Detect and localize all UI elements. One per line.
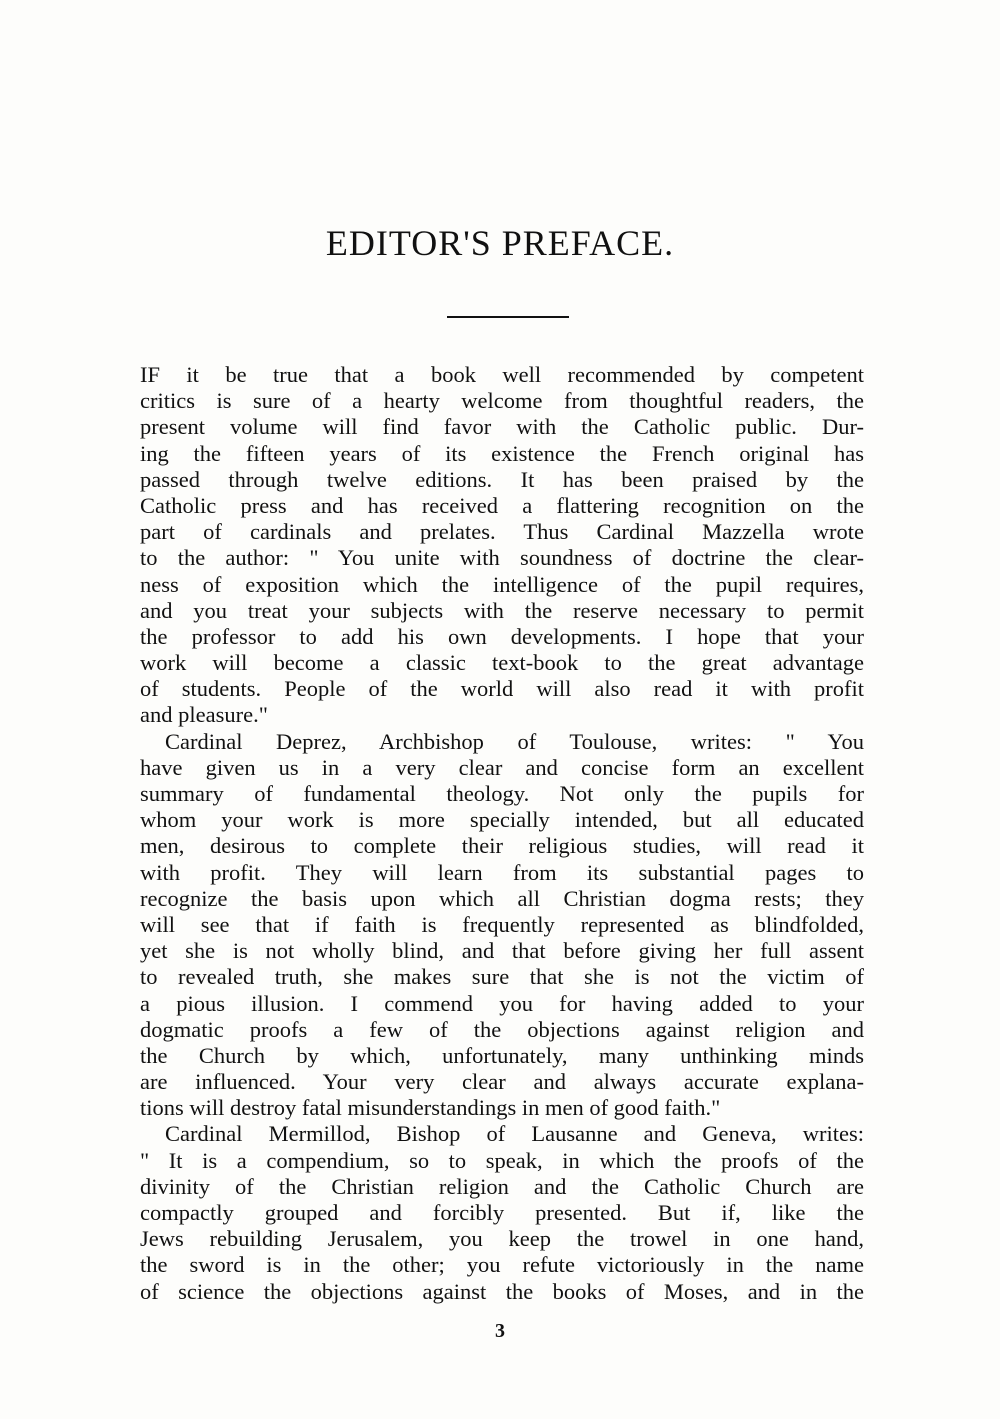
text-line: to revealed truth, she makes sure that she is not the victim of	[140, 964, 864, 990]
text-line: critics is sure of a hearty welcome from thoughtful readers, the	[140, 388, 864, 414]
text-line: to the author: " You unite with soundness of doctrine the clear-	[140, 545, 864, 571]
page-title: EDITOR'S PREFACE.	[325, 223, 675, 263]
text-line: summary of fundamental theology. Not only the pupils for	[140, 781, 864, 806]
text-line: will see that if faith is frequently represented as blindfolded,	[140, 911, 864, 937]
text-line: with profit. They will learn from its substantial pages to	[140, 859, 864, 885]
text-line: divinity of the Christian religion and the Catholic Church are	[140, 1173, 864, 1199]
text-line: part of cardinals and prelates. Thus Cardinal Mazzella wrote	[140, 519, 864, 545]
text-line: ness of exposition which the intelligence of the pupil requires,	[140, 571, 864, 597]
text-line: dogmatic proofs a few of the objections against religion and	[140, 1016, 864, 1042]
body-text	[140, 362, 864, 1305]
text-line: of science the objections against the books of Moses, and in the	[140, 1278, 864, 1304]
text-line: of students. People of the world will also read it with profit	[140, 676, 864, 702]
text-line: and you treat your subjects with the reserve necessary to permit	[140, 597, 864, 623]
paragraph	[140, 729, 864, 1122]
paragraph	[140, 1121, 864, 1304]
text-line: Catholic press and has received a flattering recognition on the	[140, 492, 864, 518]
text-line: the professor to add his own developments. I hope that your	[140, 623, 864, 649]
text-line: IF it be true that a book well recommended by competent	[140, 362, 864, 387]
page-number: 3	[495, 1320, 505, 1342]
text-line: a pious illusion. I commend you for having added to your	[140, 990, 864, 1016]
text-line: the sword is in the other; you refute victoriously in the name	[140, 1252, 864, 1278]
text-line: whom your work is more specially intended, but all educated	[140, 807, 864, 833]
text-line: passed through twelve editions. It has been praised by the	[140, 466, 864, 492]
text-line: " It is a compendium, so to speak, in which the proofs of the	[140, 1147, 864, 1173]
text-line: present volume will find favor with the Catholic public. Dur-	[140, 414, 864, 440]
text-line: Jews rebuilding Jerusalem, you keep the trowel in one hand,	[140, 1226, 864, 1252]
text-line: the Church by which, unfortunately, many unthinking minds	[140, 1042, 864, 1068]
text-line: Cardinal Mermillod, Bishop of Lausanne and Geneva, writes:	[165, 1121, 864, 1147]
text-line: compactly grouped and forcibly presented. But if, like the	[140, 1200, 864, 1225]
text-line: tions will destroy fatal misunderstandings in men of good faith."	[140, 1095, 721, 1121]
title-rule	[447, 316, 569, 318]
text-line: and pleasure."	[140, 702, 268, 728]
text-line: ing the fifteen years of its existence the French original has	[140, 440, 864, 466]
text-line: yet she is not wholly blind, and that before giving her full assent	[140, 938, 864, 964]
text-line: Cardinal Deprez, Archbishop of Toulouse, writes: " You	[165, 728, 864, 754]
text-line: men, desirous to complete their religious studies, will read it	[140, 833, 864, 859]
text-line: are influenced. Your very clear and always accurate explana-	[140, 1069, 864, 1095]
text-line: work will become a classic text-book to the great advantage	[140, 650, 864, 676]
text-line: recognize the basis upon which all Christian dogma rests; they	[140, 885, 864, 911]
paragraph	[140, 362, 864, 729]
text-line: have given us in a very clear and concise form an excellent	[140, 754, 864, 780]
